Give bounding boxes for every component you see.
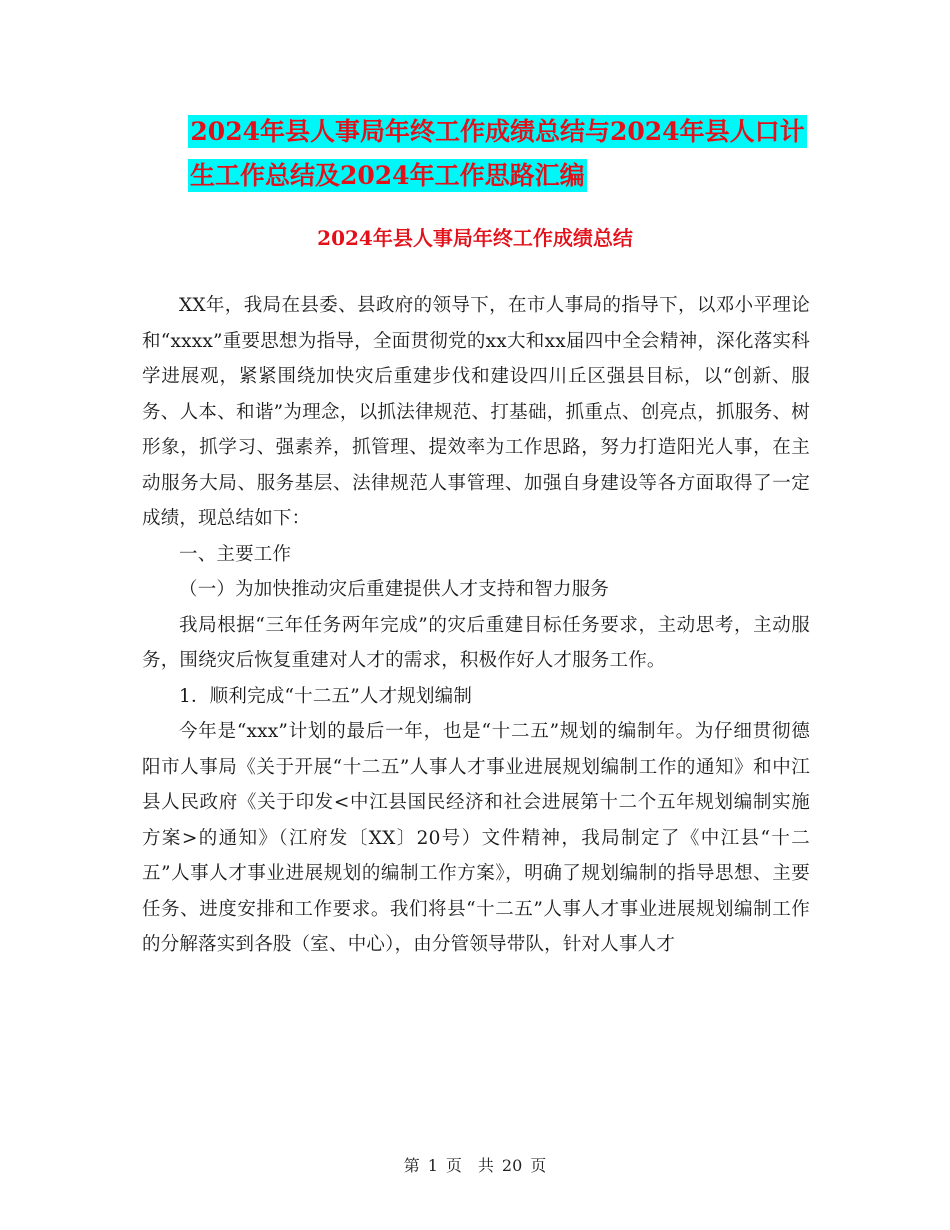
document-title — [0, 110, 950, 198]
page-footer — [0, 1153, 950, 1176]
page-label-prefix: 第 — [403, 1156, 420, 1175]
paragraph-intro: XX年，我局在县委、县政府的领导下，在市人事局的指导下，以邓小平理论和“xxxx”重要思想为指导，全面贯彻党的xx大和xx届四中全会精神，深化落实科学进展观，紧紧围绕加快灾后重建步伐和建设四川丘区强县目标，以“创新、服务、人本、和谐”为理念，以抓法律规范、打基础，抓重点、创亮点，抓服务、树形象，抓学习、强素养，抓管理、提效率为工作思路，努力打造阳光人事，在主动服务大局、服务基层、法律规范人事管理、加强自身建设等各方面取得了一定成绩，现总结如下： — [142, 295, 810, 529]
paragraph-reconstruction: 我局根据“三年任务两年完成”的灾后重建目标任务要求，主动思考，主动服务，围绕灾后恢复重建对人才的需求，积极作好人才服务工作。 — [142, 614, 810, 671]
section-heading: 2024年县人事局年终工作成绩总结 — [317, 226, 633, 250]
page-label-suffix: 页 — [530, 1156, 547, 1175]
page-number: 1 — [427, 1156, 438, 1175]
total-pages: 20 — [501, 1156, 523, 1175]
heading-main-work: 一、主要工作 — [179, 543, 292, 565]
document-body — [142, 288, 810, 963]
heading-item-1: 1．顺利完成“十二五”人才规划编制 — [179, 685, 473, 707]
paragraph-planning: 今年是“xxx”计划的最后一年，也是“十二五”规划的编制年。为仔细贯彻德阳市人事局《关于开展“十二五”人事人才事业进展规划编制工作的通知》和中江县人民政府《关于印发<中江县国民经济和社会进展第十二个五年规划编制实施方案>的通知》（江府发〔XX〕20号）文件精神，我局制定了《中江县“十二五”人事人才事业进展规划的编制工作方案》，明确了规划编制的指导思想、主要任务、进度安排和工作要求。我们将县“十二五”人事人才事业进展规划编制工作的分解落实到各股（室、中心），由分管领导带队，针对人事人才 — [142, 721, 810, 955]
title-line-2: 生工作总结及2024年工作思路汇编 — [190, 161, 585, 190]
title-line-1: 2024年县人事局年终工作成绩总结与2024年县人口计 — [190, 117, 805, 146]
page-label-mid: 页 共 — [445, 1156, 494, 1175]
heading-subsection-1: （一）为加快推动灾后重建提供人才支持和智力服务 — [179, 579, 610, 600]
